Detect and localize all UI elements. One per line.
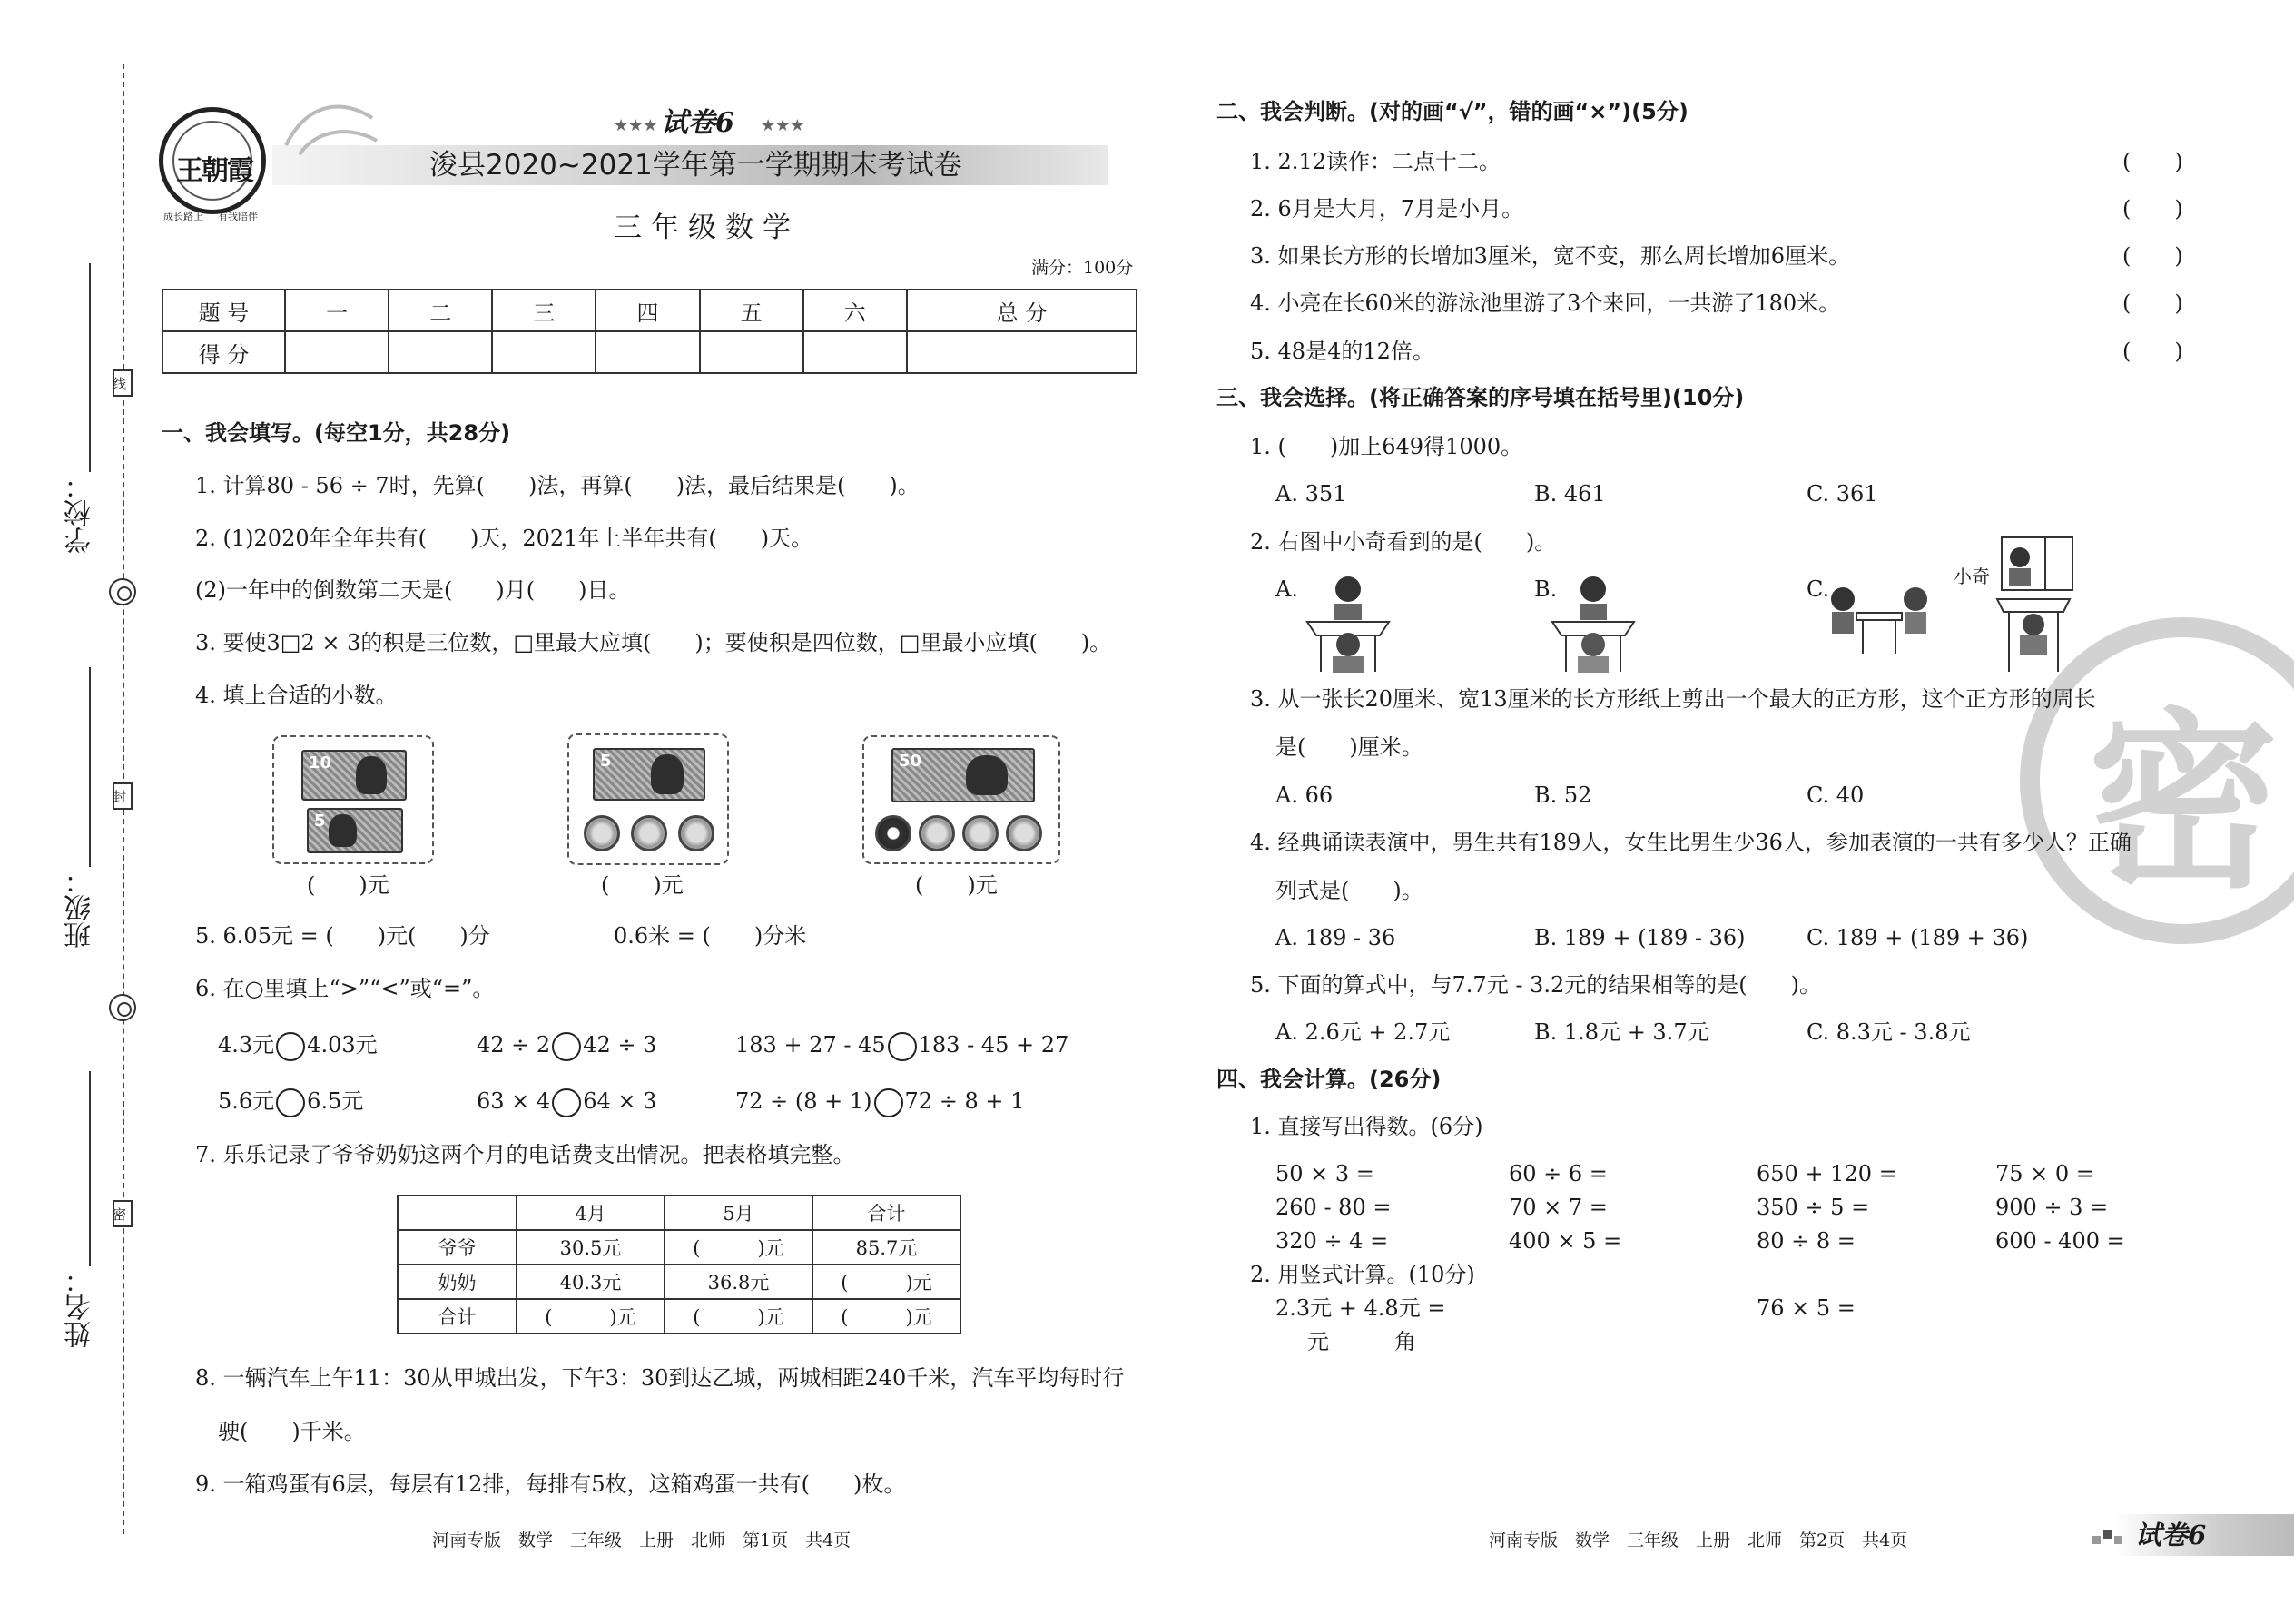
score-header-cell: 二 bbox=[389, 290, 492, 331]
s1-q4-blank-3: ( )元 bbox=[915, 872, 998, 898]
fee-cell: 85.7元 bbox=[812, 1230, 960, 1265]
coin-icon bbox=[631, 815, 667, 851]
judge-bracket[interactable]: ( ) bbox=[2122, 339, 2183, 364]
fee-row-label: 爷爷 bbox=[398, 1230, 517, 1265]
full-score: 满分：100分 bbox=[1031, 258, 1134, 278]
section4-title: 四、我会计算。(26分) bbox=[1216, 1067, 1442, 1092]
judge-bracket[interactable]: ( ) bbox=[2122, 196, 2183, 221]
score-input-cell[interactable] bbox=[700, 331, 803, 373]
coin-icon bbox=[584, 815, 620, 851]
compare-item: 183 + 27 - 45 183 - 45 + 27 bbox=[735, 1031, 1068, 1061]
score-input-cell[interactable] bbox=[596, 331, 699, 373]
class-label: 班级： bbox=[64, 867, 96, 949]
coin-icon bbox=[1006, 815, 1042, 851]
compare-item: 42 ÷ 2 42 ÷ 3 bbox=[477, 1031, 656, 1061]
exam-title: 浚县2020~2021学年第一学期期末考试卷 bbox=[429, 149, 962, 182]
line-mark: 线 bbox=[113, 369, 133, 397]
oral-calc: 900 ÷ 3 = bbox=[1995, 1195, 2109, 1220]
score-header-cell: 三 bbox=[492, 290, 596, 331]
money-card-2 bbox=[567, 733, 729, 865]
s1-q2a: 2. (1)2020年全年共有( )天，2021年上半年共有( )天。 bbox=[195, 526, 813, 551]
footer-squares-icon bbox=[2092, 1525, 2129, 1547]
fee-cell-blank[interactable]: ( )元 bbox=[812, 1265, 960, 1299]
oral-calc: 75 × 0 = bbox=[1995, 1161, 2094, 1186]
score-header-cell: 六 bbox=[803, 290, 907, 331]
fee-cell-blank[interactable]: ( )元 bbox=[517, 1299, 665, 1334]
s1-q2b: (2)一年中的倒数第二天是( )月( )日。 bbox=[195, 577, 631, 603]
score-table bbox=[162, 289, 1137, 374]
fee-cell-blank[interactable]: ( )元 bbox=[665, 1230, 812, 1265]
fee-header: 4月 bbox=[517, 1196, 665, 1230]
fee-cell: 30.5元 bbox=[517, 1230, 665, 1265]
oral-calc: 320 ÷ 4 = bbox=[1275, 1228, 1389, 1254]
school-label: 学校： bbox=[64, 472, 96, 554]
s3-q4-option-b: B. 189 + (189 - 36) bbox=[1534, 925, 1746, 950]
s3-q2-option-b: B. bbox=[1534, 576, 1558, 602]
score-header-cell: 题 号 bbox=[162, 290, 285, 331]
fee-cell: 40.3元 bbox=[517, 1265, 665, 1299]
s3-q3a: 3. 从一张长20厘米、宽13厘米的长方形纸上剪出一个最大的正方形，这个正方形的周长 bbox=[1250, 686, 2096, 712]
oral-calc: 400 × 5 = bbox=[1509, 1228, 1622, 1254]
fee-row-label: 奶奶 bbox=[398, 1265, 517, 1299]
coin-icon bbox=[962, 815, 999, 851]
compare-circle[interactable] bbox=[552, 1088, 581, 1117]
publisher-logo bbox=[159, 107, 266, 214]
compare-item: 72 ÷ (8 + 1) 72 ÷ 8 + 1 bbox=[735, 1088, 1024, 1117]
s3-q5-option-a: A. 2.6元 + 2.7元 bbox=[1275, 1019, 1451, 1045]
s3-q3-option-b: B. 52 bbox=[1534, 782, 1592, 808]
s1-q5a: 5. 6.05元 = ( )元( )分 bbox=[195, 923, 490, 949]
name-underline bbox=[89, 1071, 91, 1266]
oral-calc: 60 ÷ 6 = bbox=[1509, 1161, 1608, 1186]
series-label: 试卷6 bbox=[661, 107, 734, 139]
score-header-cell: 总 分 bbox=[907, 290, 1137, 331]
compare-circle[interactable] bbox=[276, 1032, 305, 1061]
oral-calc: 350 ÷ 5 = bbox=[1757, 1195, 1870, 1220]
oral-calc: 600 - 400 = bbox=[1995, 1228, 2125, 1254]
fee-cell: 36.8元 bbox=[665, 1265, 812, 1299]
name-label: 姓名： bbox=[64, 1266, 96, 1348]
score-input-cell[interactable] bbox=[389, 331, 492, 373]
section2-title: 二、我会判断。(对的画“√”，错的画“×”)(5分) bbox=[1216, 99, 1689, 124]
vertical-calc-2: 76 × 5 = bbox=[1757, 1295, 1856, 1321]
xiaoqi-scene-picture bbox=[1993, 536, 2074, 676]
section3-title: 三、我会选择。(将正确答案的序号填在括号里)(10分) bbox=[1216, 385, 1745, 410]
s3-q2: 2. 右图中小奇看到的是( )。 bbox=[1250, 529, 1557, 555]
class-underline bbox=[89, 667, 91, 867]
s1-q8b: 驶( )千米。 bbox=[218, 1419, 366, 1444]
judge-bracket[interactable]: ( ) bbox=[2122, 290, 2183, 316]
s1-q4: 4. 填上合适的小数。 bbox=[195, 683, 398, 708]
logo-text: 王朝霞 bbox=[176, 155, 252, 187]
fee-cell-blank[interactable]: ( )元 bbox=[665, 1299, 812, 1334]
s1-q3: 3. 要使3□2 × 3的积是三位数，□里最大应填( )；要使积是四位数，□里最小应填( )。 bbox=[195, 630, 1112, 655]
fee-cell-blank[interactable]: ( )元 bbox=[812, 1299, 960, 1334]
xiaoqi-label: 小奇 bbox=[1954, 566, 1990, 587]
s1-q7: 7. 乐乐记录了爷爷奶奶这两个月的电话费支出情况。把表格填完整。 bbox=[195, 1142, 855, 1167]
option-b-picture bbox=[1543, 567, 1643, 676]
s4-q2: 2. 用竖式计算。(10分) bbox=[1250, 1262, 1475, 1287]
s3-q4-option-c: C. 189 + (189 + 36) bbox=[1807, 925, 2029, 950]
score-input-cell[interactable] bbox=[285, 331, 389, 373]
score-header-cell: 四 bbox=[596, 290, 699, 331]
option-c-picture bbox=[1825, 572, 1934, 663]
score-header-cell: 五 bbox=[700, 290, 803, 331]
score-row-label: 得 分 bbox=[162, 331, 285, 373]
s3-q3-option-c: C. 40 bbox=[1807, 782, 1865, 808]
fee-header bbox=[398, 1196, 517, 1230]
school-underline bbox=[89, 263, 91, 472]
binding-hole-icon bbox=[109, 578, 136, 605]
banknote-5: 5 bbox=[593, 748, 705, 801]
compare-circle[interactable] bbox=[888, 1032, 917, 1061]
series-stars-left: ★★★ bbox=[614, 116, 658, 135]
oral-calc: 80 ÷ 8 = bbox=[1757, 1228, 1856, 1254]
s3-q4a: 4. 经典诵读表演中，男生共有189人，女生比男生少36人，参加表演的一共有多少人？正确 bbox=[1250, 830, 2132, 855]
s3-q3-option-a: A. 66 bbox=[1275, 782, 1334, 808]
s3-q3b: 是( )厘米。 bbox=[1275, 734, 1423, 760]
s3-q4b: 列式是( )。 bbox=[1275, 878, 1423, 903]
series-stars-right: ★★★ bbox=[761, 116, 805, 135]
judge-bracket[interactable]: ( ) bbox=[2122, 149, 2183, 174]
footer-left: 河南专版 数学 三年级 上册 北师 第1页 共4页 bbox=[432, 1530, 852, 1550]
compare-circle[interactable] bbox=[276, 1088, 305, 1117]
s2-item: 5. 48是4的12倍。 bbox=[1250, 339, 1434, 364]
s1-q1: 1. 计算80 - 56 ÷ 7时，先算( )法，再算( )法，最后结果是( )。 bbox=[195, 473, 920, 498]
s3-q2-option-c: C. bbox=[1807, 576, 1830, 602]
s2-item: 2. 6月是大月，7月是小月。 bbox=[1250, 196, 1524, 221]
s1-q4-blank-1: ( )元 bbox=[307, 872, 389, 898]
footer-right: 河南专版 数学 三年级 上册 北师 第2页 共4页 bbox=[1489, 1530, 1908, 1550]
s3-q5: 5. 下面的算式中，与7.7元 - 3.2元的结果相等的是( )。 bbox=[1250, 972, 1821, 998]
exam-subject: 三年级数学 bbox=[614, 212, 800, 244]
money-card-3 bbox=[862, 735, 1060, 864]
logo-slogan-right: 有我陪伴 bbox=[218, 211, 258, 222]
ribbon-decoration bbox=[281, 91, 381, 163]
s1-q4-blank-2: ( )元 bbox=[601, 872, 684, 898]
s3-q5-option-c: C. 8.3元 - 3.8元 bbox=[1807, 1019, 1971, 1045]
compare-circle[interactable] bbox=[874, 1088, 903, 1117]
judge-bracket[interactable]: ( ) bbox=[2122, 243, 2183, 269]
binding-hole-icon bbox=[109, 994, 136, 1021]
fee-header: 5月 bbox=[665, 1196, 812, 1230]
compare-item: 5.6元 6.5元 bbox=[218, 1088, 363, 1117]
dense-mark: 密 bbox=[113, 1200, 133, 1227]
compare-item: 63 × 4 64 × 3 bbox=[477, 1088, 656, 1117]
coin-icon bbox=[875, 815, 911, 851]
footer-series-label: 试卷6 bbox=[2135, 1520, 2207, 1550]
money-card-1 bbox=[272, 735, 434, 864]
s1-q8a: 8. 一辆汽车上午11：30从甲城出发，下午3：30到达乙城，两城相距240千米，汽车平均每时行 bbox=[195, 1365, 1125, 1391]
oral-calc: 50 × 3 = bbox=[1275, 1161, 1374, 1186]
option-a-picture bbox=[1298, 567, 1398, 676]
s1-q6: 6. 在○里填上“>”“<”或“=”。 bbox=[195, 976, 495, 1001]
s3-q1-option-b: B. 461 bbox=[1534, 481, 1606, 507]
s1-q9: 9. 一箱鸡蛋有6层，每层有12排，每排有5枚，这箱鸡蛋一共有( )枚。 bbox=[195, 1471, 906, 1497]
oral-calc: 650 + 120 = bbox=[1757, 1161, 1897, 1186]
s3-q1-option-c: C. 361 bbox=[1807, 481, 1878, 507]
compare-item: 4.3元 4.03元 bbox=[218, 1031, 378, 1061]
s3-q1: 1. ( )加上649得1000。 bbox=[1250, 434, 1523, 459]
seal-mark: 封 bbox=[113, 782, 133, 810]
s2-item: 1. 2.12读作：二点十二。 bbox=[1250, 149, 1501, 174]
oral-calc: 70 × 7 = bbox=[1509, 1195, 1608, 1220]
section1-title: 一、我会填写。(每空1分，共28分) bbox=[162, 420, 511, 446]
s1-q5b: 0.6米 = ( )分米 bbox=[614, 923, 807, 949]
vertical-calc-1-units: 元 角 bbox=[1307, 1329, 1416, 1354]
s3-q2-option-a: A. bbox=[1275, 576, 1298, 602]
logo-slogan-left: 成长路上 bbox=[163, 211, 203, 222]
fee-header: 合计 bbox=[812, 1196, 960, 1230]
fee-row-label: 合计 bbox=[398, 1299, 517, 1334]
vertical-calc-1: 2.3元 + 4.8元 = bbox=[1275, 1295, 1446, 1321]
s3-q4-option-a: A. 189 - 36 bbox=[1275, 925, 1396, 950]
score-input-cell[interactable] bbox=[492, 331, 596, 373]
score-input-cell[interactable] bbox=[907, 331, 1137, 373]
s3-q1-option-a: A. 351 bbox=[1275, 481, 1347, 507]
oral-calc: 260 - 80 = bbox=[1275, 1195, 1392, 1220]
banknote-50: 50 bbox=[891, 748, 1035, 802]
s3-q5-option-b: B. 1.8元 + 3.7元 bbox=[1534, 1019, 1709, 1045]
score-input-cell[interactable] bbox=[803, 331, 907, 373]
banknote-5: 5 bbox=[307, 808, 403, 853]
compare-circle[interactable] bbox=[552, 1032, 581, 1061]
seal-watermark-char: 密 bbox=[2088, 692, 2279, 914]
phone-fee-table bbox=[397, 1195, 961, 1334]
s2-item: 4. 小亮在长60米的游泳池里游了3个来回，一共游了180米。 bbox=[1250, 290, 1841, 316]
coin-icon bbox=[919, 815, 955, 851]
score-header-cell: 一 bbox=[285, 290, 389, 331]
s2-item: 3. 如果长方形的长增加3厘米，宽不变，那么周长增加6厘米。 bbox=[1250, 243, 1851, 269]
s4-q1: 1. 直接写出得数。(6分) bbox=[1250, 1114, 1483, 1139]
banknote-10: 10 bbox=[301, 750, 407, 801]
coin-icon bbox=[678, 815, 714, 851]
